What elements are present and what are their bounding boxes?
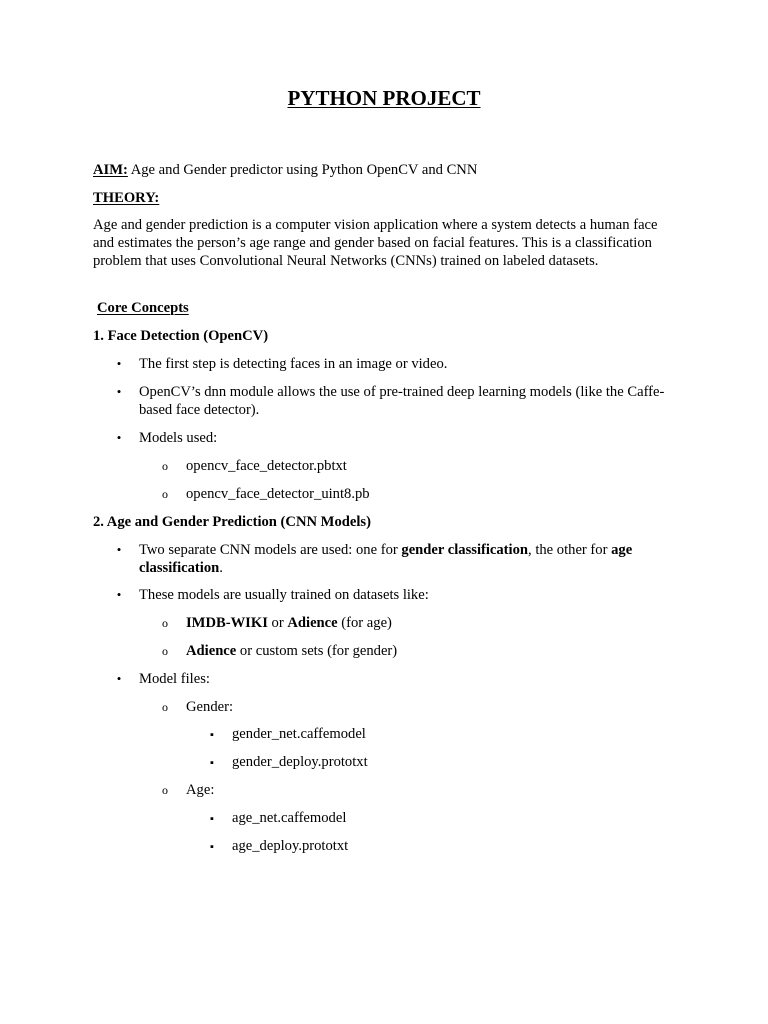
model-item: opencv_face_detector_uint8.pb	[186, 486, 370, 502]
text-run-bold: Adience	[287, 615, 338, 631]
aim-line	[93, 161, 477, 179]
square-bullet-marker	[207, 725, 217, 744]
bullet-marker	[114, 355, 124, 373]
bullet-marker	[114, 541, 124, 559]
bullet-marker	[114, 670, 124, 688]
text-run: or	[267, 615, 288, 631]
sub-bullet-marker	[160, 457, 170, 475]
dataset-item	[186, 614, 392, 632]
text-run: (for age)	[337, 615, 392, 631]
section1-bullet3: Models used:	[139, 430, 218, 446]
text-run-bold: gender classification	[401, 542, 529, 558]
text-run-bold: classification	[139, 560, 220, 576]
sub-bullet-marker	[160, 698, 170, 716]
aim-text: Age and Gender predictor using Python OpenCV and CNN	[127, 162, 478, 178]
section1-bullet1: The first step is detecting faces in an image or video.	[139, 356, 448, 372]
text-run: or custom sets (for gender)	[236, 643, 398, 659]
bullet-marker	[114, 429, 124, 447]
section2-bullet1-line2	[139, 559, 223, 577]
section2-heading: 2. Age and Gender Prediction (CNN Models)	[93, 514, 371, 530]
text-run-bold: Adience	[186, 643, 237, 659]
text-run: , the other for	[528, 542, 612, 558]
text-run-bold: IMDB-WIKI	[186, 615, 268, 631]
section2-bullet3: Model files:	[139, 671, 210, 687]
square-bullet-marker	[207, 809, 217, 828]
gender-file: gender_deploy.prototxt	[232, 754, 368, 770]
age-file: age_net.caffemodel	[232, 810, 347, 826]
sub-bullet-marker	[160, 485, 170, 503]
theory-label: THEORY:	[93, 190, 160, 206]
square-bullet-marker	[207, 837, 217, 856]
age-label: Age:	[186, 782, 215, 798]
sub-bullet-marker	[160, 614, 170, 632]
section1-bullet2: OpenCV’s dnn module allows the use of pre-trained deep learning models (like the Caffe-based face detector).	[139, 384, 665, 418]
sub-bullet-marker	[160, 642, 170, 660]
section1-heading: 1. Face Detection (OpenCV)	[93, 328, 269, 344]
text-run: .	[219, 560, 223, 576]
bullet-marker	[114, 383, 124, 401]
text-run-bold: age	[611, 542, 633, 558]
gender-label: Gender:	[186, 699, 234, 715]
aim-label: AIM:	[93, 162, 128, 178]
section2-bullet1-line1	[139, 541, 632, 559]
section2-bullet2: These models are usually trained on datasets like:	[139, 587, 429, 603]
square-bullet-marker	[207, 753, 217, 772]
text-run: Two separate CNN models are used: one for	[139, 542, 402, 558]
age-file: age_deploy.prototxt	[232, 838, 349, 854]
sub-bullet-marker	[160, 781, 170, 799]
dataset-item	[186, 642, 397, 660]
page-title: PYTHON PROJECT	[287, 86, 481, 110]
bullet-marker	[114, 586, 124, 604]
model-item: opencv_face_detector.pbtxt	[186, 458, 347, 474]
theory-paragraph: Age and gender prediction is a computer vision application where a system detects a human face and estimates the person’s age range and gender based on facial features. This is a classification problem that uses Convolutional Neural Networks (CNNs) trained on labeled datasets.	[93, 217, 658, 269]
core-concepts-heading: Core Concepts	[97, 300, 189, 316]
gender-file: gender_net.caffemodel	[232, 726, 366, 742]
